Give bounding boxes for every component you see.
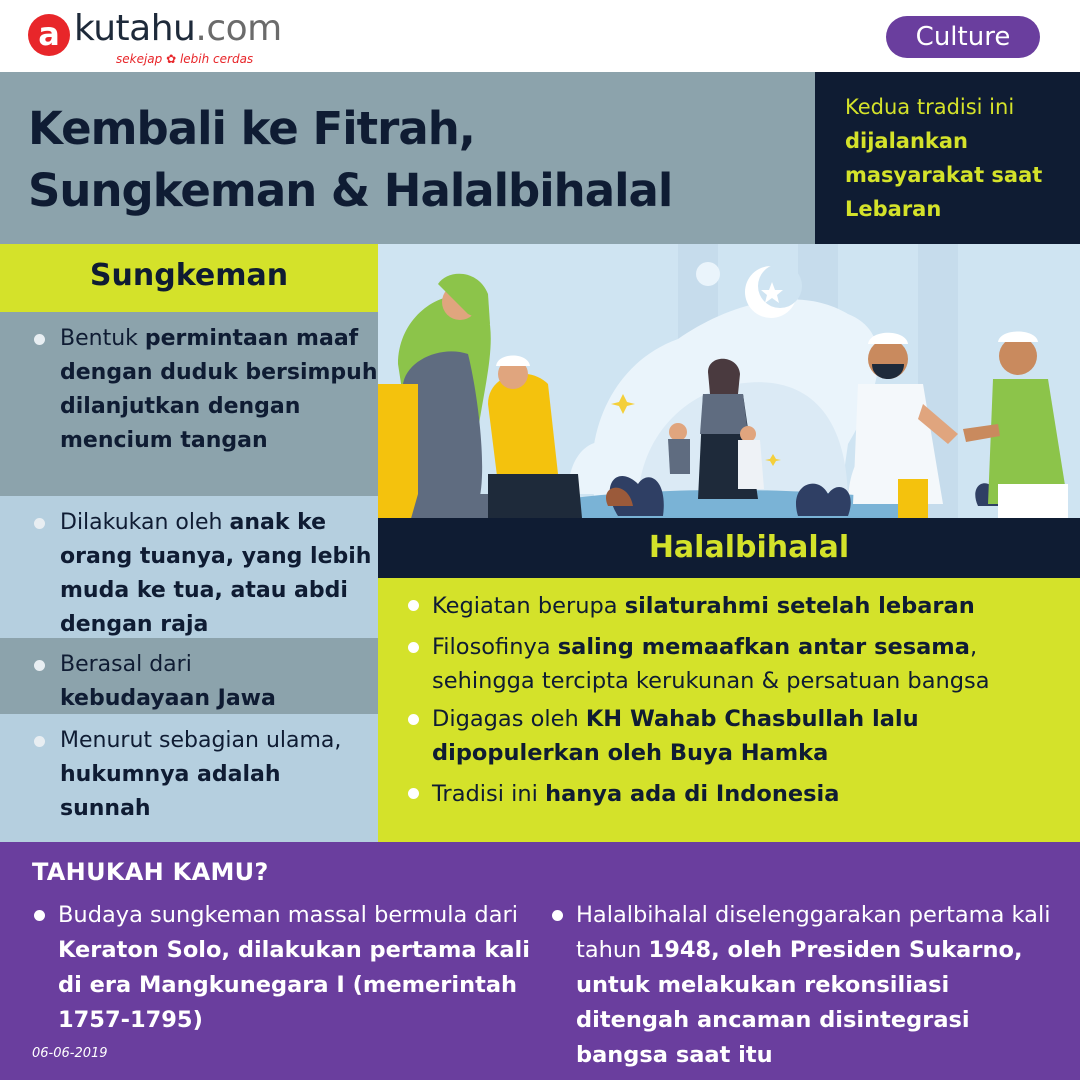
title-line-2: Sungkeman & Halalbihalal (28, 164, 673, 217)
item-bold: hanya ada di Indonesia (545, 781, 840, 807)
title-band (0, 72, 815, 244)
bullet-icon (34, 736, 45, 747)
item-bold: silaturahmi setelah lebaran (624, 593, 975, 619)
item-normal: Menurut sebagian ulama, (60, 728, 342, 753)
intro-box (815, 72, 1080, 244)
item-bold: kebudayaan Jawa (60, 686, 276, 711)
fact-bold: 1948, oleh Presiden Sukarno, untuk melakukan rekonsiliasi ditengah ancaman disintegrasi bangsa saat itu (576, 937, 1023, 1068)
sungkeman-item (0, 714, 378, 842)
header (0, 0, 1080, 72)
item-tail: , sehingga tercipta kerukunan & persatuan bangsa (432, 634, 990, 694)
bullet-icon (552, 910, 563, 921)
sungkeman-item (0, 496, 378, 638)
bullet-icon (34, 334, 45, 345)
fact-bold: Keraton Solo, dilakukan pertama kali di era Mangkunegara I (memerintah 1757-1795) (58, 937, 530, 1033)
halalbihalal-item (432, 774, 1080, 814)
bullet-icon (408, 788, 419, 799)
fact-normal: Halalbihalal diselenggarakan pertama kali tahun (576, 902, 1051, 963)
fact-item (58, 898, 538, 1038)
category-badge[interactable]: Culture (886, 16, 1040, 58)
item-bold: hukumnya adalah sunnah (60, 762, 281, 821)
bullet-icon (34, 518, 45, 529)
logo-name: kutahu (74, 8, 196, 49)
bullet-icon (408, 642, 419, 653)
publish-date: 06-06-2019 (32, 1046, 108, 1061)
item-normal: Kegiatan berupa (432, 593, 625, 619)
fact-item (576, 898, 1066, 1073)
intro-bold: dijalankan masyarakat saat Lebaran (845, 129, 1043, 221)
logo-wordmark (74, 8, 282, 49)
item-normal: Filosofinya (432, 634, 558, 660)
item-bold: anak ke orang tuanya, yang lebih muda ke tua, atau abdi dengan raja (60, 510, 372, 637)
intro-text (845, 90, 1066, 226)
illustration-svg (378, 244, 1080, 534)
halalbihalal-item (432, 630, 1080, 698)
halalbihalal-item (432, 586, 1080, 626)
sungkeman-heading: Sungkeman (89, 258, 289, 293)
halalbihalal-list (378, 578, 1080, 842)
logo-tagline: sekejap ✿ lebih cerdas (116, 52, 254, 66)
intro-normal: Kedua tradisi ini (845, 95, 1015, 119)
sungkeman-item (0, 312, 378, 496)
bullet-icon (408, 714, 419, 725)
bullet-icon (34, 910, 45, 921)
sungkeman-header (0, 244, 378, 312)
bullet-icon (34, 660, 45, 671)
fact-normal: Budaya sungkeman massal bermula dari (58, 902, 518, 928)
sungkeman-item (0, 638, 378, 714)
item-bold: saling memaafkan antar sesama (557, 634, 970, 660)
item-normal: Digagas oleh (432, 706, 586, 732)
logo-circle-icon: a (28, 14, 70, 56)
bullet-icon (408, 600, 419, 611)
item-bold: permintaan maaf dengan duduk bersimpuh dilanjutkan dengan mencium tangan (60, 326, 378, 453)
halalbihalal-header (378, 518, 1080, 578)
item-normal: Tradisi ini (432, 781, 546, 807)
title-line-1: Kembali ke Fitrah, (28, 102, 475, 155)
item-bold: KH Wahab Chasbullah lalu dipopulerkan oleh Buya Hamka (432, 706, 919, 766)
did-you-know-section (0, 842, 1080, 1080)
lebaran-illustration (378, 244, 1080, 534)
logo-domain: .com (195, 8, 282, 49)
item-normal: Dilakukan oleh (60, 510, 230, 535)
item-normal: Berasal dari (60, 652, 192, 677)
halalbihalal-item (432, 702, 1080, 770)
item-normal: Bentuk (60, 326, 145, 351)
page-title (28, 98, 808, 222)
halalbihalal-heading: Halalbihalal (648, 530, 850, 565)
did-you-know-heading: TAHUKAH KAMU? (32, 858, 269, 886)
